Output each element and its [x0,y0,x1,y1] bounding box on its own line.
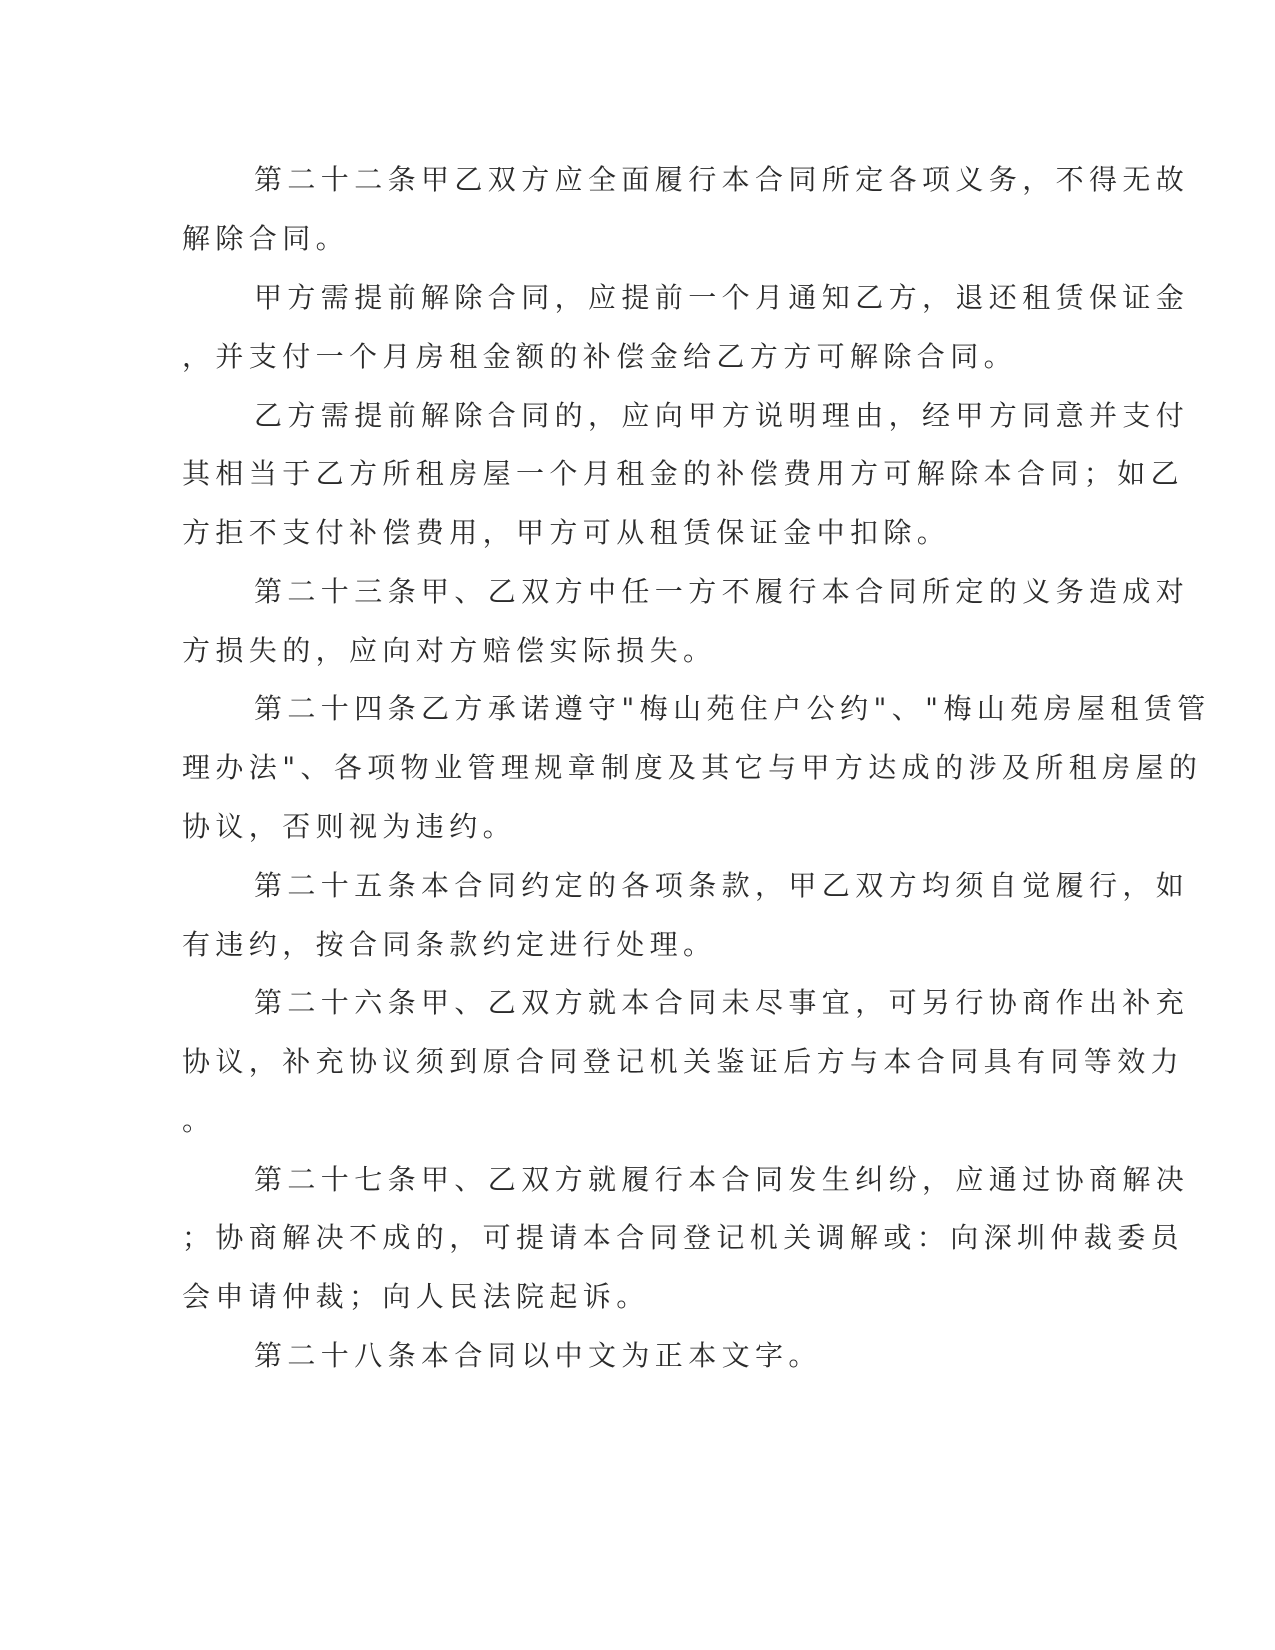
text-line: 有违约，按合同条款约定进行处理。 [182,928,717,961]
text-line: 方拒不支付补偿费用，甲方可从租赁保证金中扣除。 [182,516,951,549]
text-line: 第二十七条甲、乙双方就履行本合同发生纠纷，应通过协商解决 [254,1163,1190,1196]
text-line: ，并支付一个月房租金额的补偿金给乙方方可解除合同。 [182,340,1018,373]
text-line: 第二十三条甲、乙双方中任一方不履行本合同所定的义务造成对 [254,575,1190,608]
text-line: 第二十四条乙方承诺遵守"梅山苑住户公约"、"梅山苑房屋租赁管 [254,692,1211,725]
text-line: 协议，补充协议须到原合同登记机关鉴证后方与本合同具有同等效力 [182,1045,1185,1078]
text-line: 甲方需提前解除合同，应提前一个月通知乙方，退还租赁保证金 [254,281,1190,314]
text-line: 第二十二条甲乙双方应全面履行本合同所定各项义务，不得无故 [254,163,1190,196]
text-line: 理办法"、各项物业管理规章制度及其它与甲方达成的涉及所租房屋的 [182,751,1203,784]
text-line: 第二十八条本合同以中文为正本文字。 [254,1339,822,1372]
text-line: 协议，否则视为违约。 [182,810,517,843]
text-line: 。 [182,1104,216,1137]
text-line: 会申请仲裁；向人民法院起诉。 [182,1280,650,1313]
text-line: 第二十六条甲、乙双方就本合同未尽事宜，可另行协商作出补充 [254,986,1190,1019]
text-line: 解除合同。 [182,222,350,255]
text-line: 第二十五条本合同约定的各项条款，甲乙双方均须自觉履行，如 [254,869,1190,902]
text-line: 其相当于乙方所租房屋一个月租金的补偿费用方可解除本合同；如乙 [182,457,1185,490]
text-line: ；协商解决不成的，可提请本合同登记机关调解或：向深圳仲裁委员 [182,1221,1185,1254]
text-line: 乙方需提前解除合同的，应向甲方说明理由，经甲方同意并支付 [254,399,1190,432]
text-line: 方损失的，应向对方赔偿实际损失。 [182,634,717,667]
